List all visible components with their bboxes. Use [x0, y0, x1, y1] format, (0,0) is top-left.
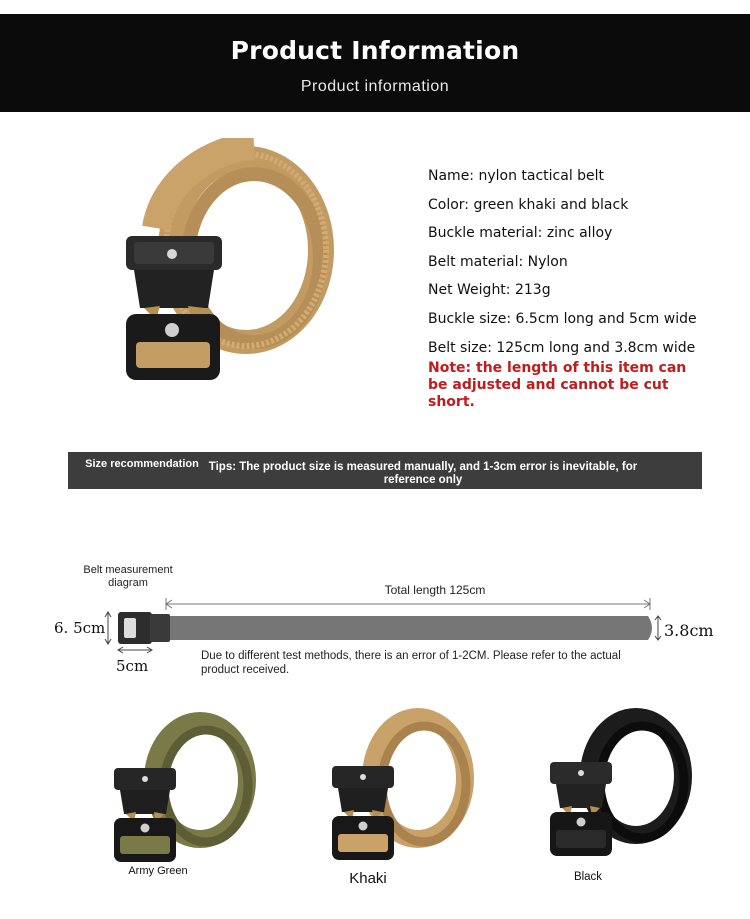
spec-net-weight: Net Weight: 213g [428, 282, 551, 299]
page-title: Product Information [230, 36, 520, 65]
hero-belt-image [104, 138, 340, 388]
buckle-height-label: 6. 5cm [54, 619, 106, 637]
spec-color: Color: green khaki and black [428, 196, 629, 213]
total-length-label: Total length 125cm [384, 583, 486, 597]
header-banner [0, 14, 750, 112]
length-note: Note: the length of this item can be adjusted and cannot be cut short. [428, 360, 687, 410]
tips-text: Tips: The product size is measured manually, and 1-3cm error is inevitable, for reference only [208, 461, 638, 486]
color-label-khaki: Khaki [349, 870, 387, 887]
khaki-belt-image [326, 700, 476, 870]
color-label-black: Black [573, 871, 603, 883]
tips-bar [68, 452, 702, 489]
spec-list [428, 166, 728, 366]
error-note: Due to different test methods, there is an error of 1-2CM. Please refer to the actual product received. [201, 650, 621, 676]
black-belt-image [544, 700, 694, 870]
diagram-label: Belt measurement diagram [83, 564, 173, 589]
spec-belt-material: Belt material: Nylon [428, 253, 568, 270]
spec-buckle-size: Buckle size: 6.5cm long and 5cm wide [428, 310, 697, 327]
spec-belt-size: Belt size: 125cm long and 3.8cm wide [428, 339, 696, 356]
spec-buckle-material: Buckle material: zinc alloy [428, 225, 613, 242]
army-green-belt-image [108, 704, 258, 874]
tips-label: Size recommendation [85, 458, 199, 470]
belt-width-label: 3.8cm [664, 621, 714, 640]
spec-name: Name: nylon tactical belt [428, 168, 605, 184]
buckle-width-label: 5cm [116, 657, 149, 675]
color-label-army-green: Army Green [128, 865, 188, 877]
page-subtitle: Product information [300, 78, 450, 95]
